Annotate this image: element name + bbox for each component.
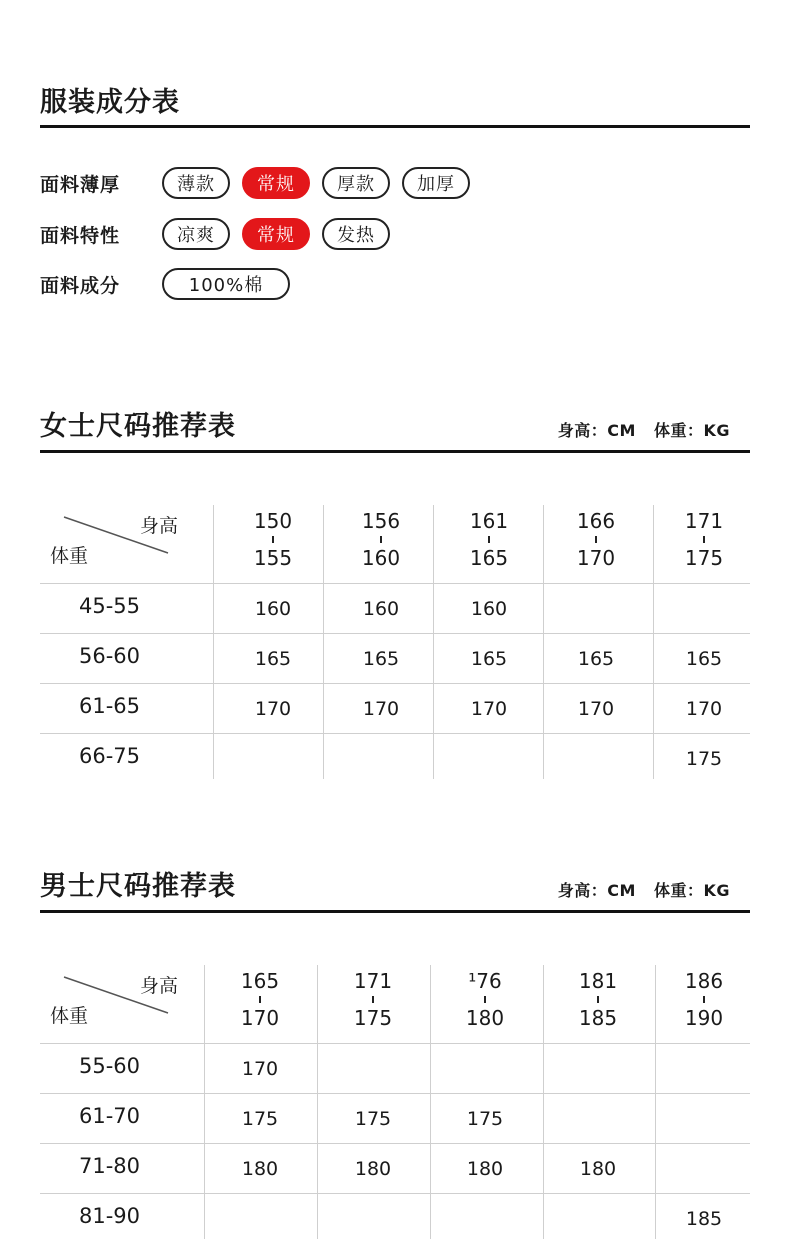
property-label: 面料特性 — [40, 224, 121, 247]
size-cell: 175 — [354, 1108, 392, 1130]
size-cell: 165 — [470, 648, 508, 670]
range-tick — [597, 996, 599, 1003]
height-range-header — [556, 505, 636, 583]
height-from: 165 — [240, 969, 280, 993]
range-tick — [259, 996, 261, 1003]
size-cell: 165 — [254, 648, 292, 670]
women-title: 女士尺码推荐表 — [40, 411, 236, 442]
height-from: 161 — [469, 509, 509, 533]
height-to: 170 — [240, 1006, 280, 1030]
property-option-warm: 发热 — [322, 218, 390, 250]
thickness-row — [40, 165, 482, 201]
table-row — [40, 583, 750, 633]
height-to: 165 — [469, 546, 509, 570]
size-cell: 175 — [466, 1108, 504, 1130]
weight-range-label: 66-75 — [79, 744, 141, 768]
corner-weight-label: 体重 — [50, 545, 89, 567]
size-cell: 170 — [254, 698, 292, 720]
women-header-row — [40, 505, 750, 583]
size-cell: 170 — [577, 698, 615, 720]
corner-weight-label: 体重 — [50, 1005, 89, 1027]
thickness-label: 面料薄厚 — [40, 173, 121, 196]
height-to: 175 — [353, 1006, 393, 1030]
height-range-header — [220, 965, 300, 1043]
table-row — [40, 633, 750, 683]
height-from: 150 — [253, 509, 293, 533]
fabric-title-rule — [40, 125, 750, 128]
size-cell: 165 — [685, 648, 723, 670]
size-cell: 175 — [241, 1108, 279, 1130]
weight-range-label: 61-65 — [79, 694, 141, 718]
weight-range-label: 71-80 — [79, 1154, 141, 1178]
height-range-header — [233, 505, 313, 583]
size-cell: 170 — [685, 698, 723, 720]
height-from: 171 — [353, 969, 393, 993]
size-cell: 160 — [362, 598, 400, 620]
men-unit-height: 身高：CM — [557, 881, 636, 900]
size-cell: 180 — [241, 1158, 279, 1180]
men-title-rule — [40, 910, 750, 913]
height-to: 180 — [465, 1006, 505, 1030]
size-cell: 170 — [241, 1058, 279, 1080]
size-cell: 170 — [470, 698, 508, 720]
men-header-row — [40, 965, 750, 1043]
range-tick — [703, 536, 705, 543]
table-row — [40, 683, 750, 733]
size-cell: 180 — [579, 1158, 617, 1180]
height-range-header — [558, 965, 638, 1043]
height-to: 185 — [578, 1006, 618, 1030]
table-row — [40, 1043, 750, 1093]
size-cell: 165 — [577, 648, 615, 670]
composition-label: 面料成分 — [40, 274, 121, 297]
men-unit-note — [540, 878, 730, 901]
women-size-table — [40, 505, 750, 783]
women-unit-height: 身高：CM — [557, 421, 636, 440]
corner-height-label: 身高 — [140, 515, 179, 537]
range-tick — [380, 536, 382, 543]
range-tick — [272, 536, 274, 543]
height-to: 170 — [576, 546, 616, 570]
height-from: 166 — [576, 509, 616, 533]
height-range-header — [449, 505, 529, 583]
height-to: 155 — [253, 546, 293, 570]
table-row — [40, 733, 750, 783]
women-unit-note — [540, 418, 730, 441]
height-range-header — [341, 505, 421, 583]
height-from: 156 — [361, 509, 401, 533]
size-cell: 185 — [685, 1208, 723, 1230]
range-tick — [372, 996, 374, 1003]
range-tick — [703, 996, 705, 1003]
weight-range-label: 81-90 — [79, 1204, 141, 1228]
height-to: 175 — [684, 546, 724, 570]
height-range-header — [664, 965, 744, 1043]
property-option-regular: 常规 — [242, 218, 310, 250]
height-to: 190 — [684, 1006, 724, 1030]
weight-range-label: 56-60 — [79, 644, 141, 668]
men-unit-weight: 体重：KG — [653, 881, 730, 900]
men-corner-cell — [40, 965, 204, 1043]
range-tick — [488, 536, 490, 543]
size-cell: 165 — [362, 648, 400, 670]
height-from: 181 — [578, 969, 618, 993]
corner-height-label: 身高 — [140, 975, 179, 997]
thickness-option-thin: 薄款 — [162, 167, 230, 199]
weight-range-label: 61-70 — [79, 1104, 141, 1128]
range-tick — [595, 536, 597, 543]
size-cell: 180 — [354, 1158, 392, 1180]
table-row — [40, 1143, 750, 1193]
height-range-header — [333, 965, 413, 1043]
size-cell: 160 — [254, 598, 292, 620]
range-tick — [484, 996, 486, 1003]
thickness-option-extra-thick: 加厚 — [402, 167, 470, 199]
composition-row — [40, 266, 302, 302]
table-row — [40, 1193, 750, 1243]
weight-range-label: 55-60 — [79, 1054, 141, 1078]
thickness-option-thick: 厚款 — [322, 167, 390, 199]
composition-value: 100%棉 — [162, 268, 290, 300]
property-option-cool: 凉爽 — [162, 218, 230, 250]
height-from: ¹76 — [468, 969, 502, 993]
height-to: 160 — [361, 546, 401, 570]
table-row — [40, 1093, 750, 1143]
women-title-rule — [40, 450, 750, 453]
thickness-option-regular: 常规 — [242, 167, 310, 199]
height-from: 186 — [684, 969, 724, 993]
height-range-header — [664, 505, 744, 583]
size-cell: 175 — [685, 748, 723, 770]
women-unit-weight: 体重：KG — [653, 421, 730, 440]
men-size-table — [40, 965, 750, 1243]
size-cell: 180 — [466, 1158, 504, 1180]
weight-range-label: 45-55 — [79, 594, 141, 618]
property-row — [40, 216, 402, 252]
men-title: 男士尺码推荐表 — [40, 871, 236, 902]
height-range-header — [445, 965, 525, 1043]
height-from: 171 — [684, 509, 724, 533]
women-corner-cell — [40, 505, 213, 583]
size-cell: 170 — [362, 698, 400, 720]
fabric-title: 服装成分表 — [40, 87, 180, 118]
size-cell: 160 — [470, 598, 508, 620]
